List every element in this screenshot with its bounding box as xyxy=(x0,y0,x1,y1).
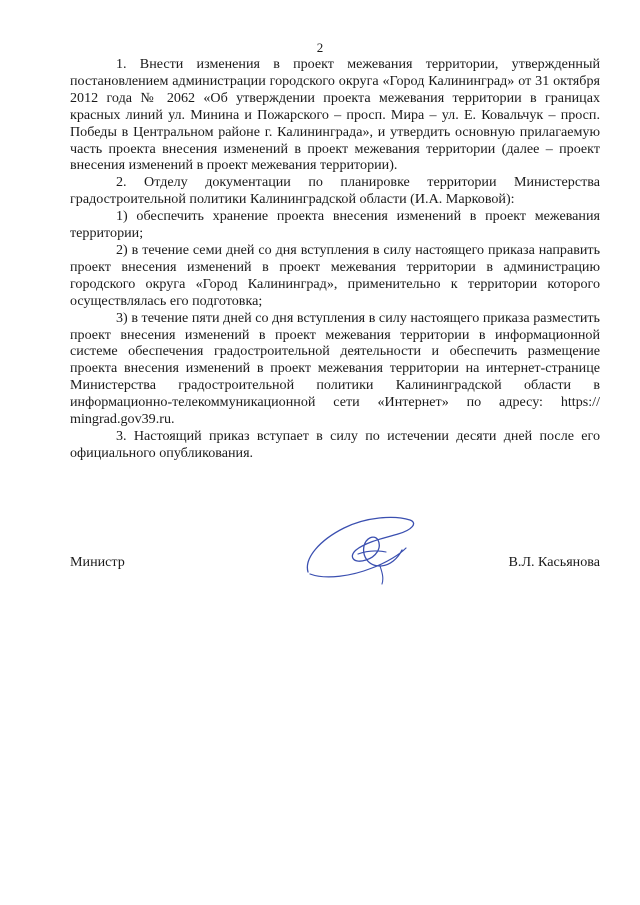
signer-title: Министр xyxy=(70,554,125,570)
signature-stroke-4 xyxy=(358,551,386,554)
paragraph-3: 3. Настоящий приказ вступает в силу по истечении десяти дней после его официального опубликования. xyxy=(70,427,600,461)
signer-name: В.Л. Касьянова xyxy=(508,554,600,570)
paragraph-2-item-3: 3) в течение пяти дней со дня вступления в силу настоящего приказа разместить проект внесения изменений в проект межевания территории в информационной системе обеспечения градостроительной деятельности и обеспечить размещение проекта внесения изменений в проект межевания территории на интернет-странице Министерства градостроительной политики Калининградской области в информационно-телекоммуникационной сети «Интернет» по адресу: https:// mingrad.gov39.ru. xyxy=(70,309,600,428)
signature-stroke-3 xyxy=(380,566,383,584)
page-number: 2 xyxy=(316,40,324,55)
signature-block xyxy=(70,520,600,600)
handwritten-signature xyxy=(302,510,432,588)
document-body xyxy=(70,56,600,462)
paragraph-2-item-1: 1) обеспечить хранение проекта внесения изменений в проект межевания территории; xyxy=(70,208,600,242)
paragraph-1: 1. Внести изменения в проект межевания территории, утвержденный постановлением администрации городского округа «Город Калининград» от 31 октября 2012 года № 2062 «Об утверждении проекта межевания территории в границах красных линий ул. Минина и Пожарского – просп. Мира – ул. Е. Ковальчук – просп. Победы в Центральном районе г. Калининграда», и утвердить основную прилагаемую часть проекта внесения изменений в проект межевания территории (далее – проект внесения изменений в проект межевания территории). xyxy=(70,56,600,174)
paragraph-2: 2. Отделу документации по планировке территории Министерства градостроительной политики Калининградской области (И.А. Марковой): xyxy=(70,174,600,208)
signature-stroke xyxy=(307,517,413,572)
paragraph-2-item-2: 2) в течение семи дней со дня вступления в силу настоящего приказа направить проект внесения изменений в проект межевания территории в администрацию городского округа «Город Калининград», применительно к территории которого осуществлялась его подготовка; xyxy=(70,241,600,309)
